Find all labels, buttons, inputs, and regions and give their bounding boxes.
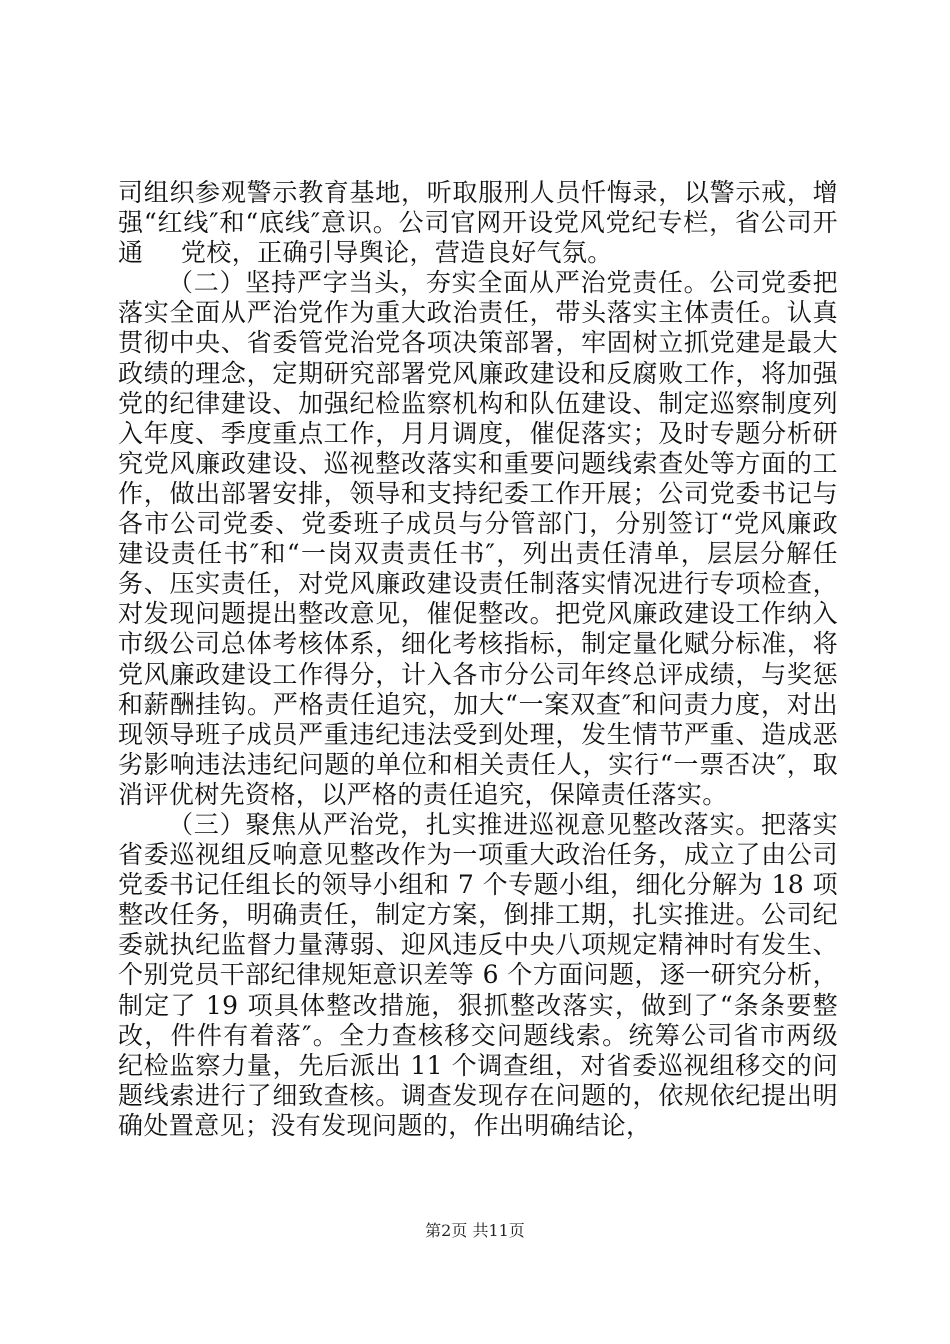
paragraph-1: [118, 178, 838, 268]
paragraph-3: （三）聚焦从严治党，扎实推进巡视意见整改落实。把落实省委巡视组反响意见整改作为一项重大政治任务，成立了由公司党委书记任组长的领导小组和 7 个专题小组，细化分解为 18 项整改任务，明确责任，制定方案，倒排工期，扎实推进。公司纪委就执纪监督力量薄弱、迎风违反中央八项规定精神时有发生、个别党员干部纪律规矩意识差等 6 个方面问题，逐一研究分析，制定了 19 项具体整改措施，狠抓整改落实，做到了“条条要整改，件件有着落″。全力查核移交问题线索。统筹公司省市两级纪检监察力量，先后派出 11 个调查组，对省委巡视组移交的问题线索进行了细致查核。调查发现存在问题的，依规依纪提出明确处置意见；没有发现问题的，作出明确结论，: [118, 809, 838, 1140]
paragraph-2: （二）坚持严字当头，夯实全面从严治党责任。公司党委把落实全面从严治党作为重大政治责任，带头落实主体责任。认真贯彻中央、省委管党治党各项决策部署，牢固树立抓党建是最大政绩的理念，定期研究部署党风廉政建设和反腐败工作，将加强党的纪律建设、加强纪检监察机构和队伍建设、制定巡察制度列入年度、季度重点工作，月月调度，催促落实；及时专题分析研究党风廉政建设、巡视整改落实和重要问题线索查处等方面的工作，做出部署安排，领导和支持纪委工作开展；公司党委书记与各市公司党委、党委班子成员与分管部门，分别签订“党风廉政建设责任书″和“一岗双责责任书″，列出责任清单，层层分解任务、压实责任，对党风廉政建设责任制落实情况进行专项检查，对发现问题提出整改意见，催促整改。把党风廉政建设工作纳入市级公司总体考核体系，细化考核指标，制定量化赋分标准，将党风廉政建设工作得分，计入各市分公司年终总评成绩，与奖惩和薪酬挂钩。严格责任追究，加大“一案双查″和问责力度，对出现领导班子成员严重违纪违法受到处理，发生情节严重、造成恶劣影响违法违纪问题的单位和相关责任人，实行“一票否决″，取消评优树先资格，以严格的责任追究，保障责任落实。: [118, 268, 838, 809]
paragraph-1-part-b: 党校，正确引导舆论，营造良好气氛。: [180, 238, 613, 268]
paragraph-1-part-a: 司组织参观警示教育基地，听取服刑人员忏悔录，以警示戒，增强“红线″和“底线″意识。公司官网开设党风党纪专栏，省公司开通: [118, 178, 838, 268]
document-body: [118, 178, 838, 1141]
page-number-label: 第2页 共11页: [425, 1221, 525, 1240]
page-footer: [0, 1218, 950, 1241]
